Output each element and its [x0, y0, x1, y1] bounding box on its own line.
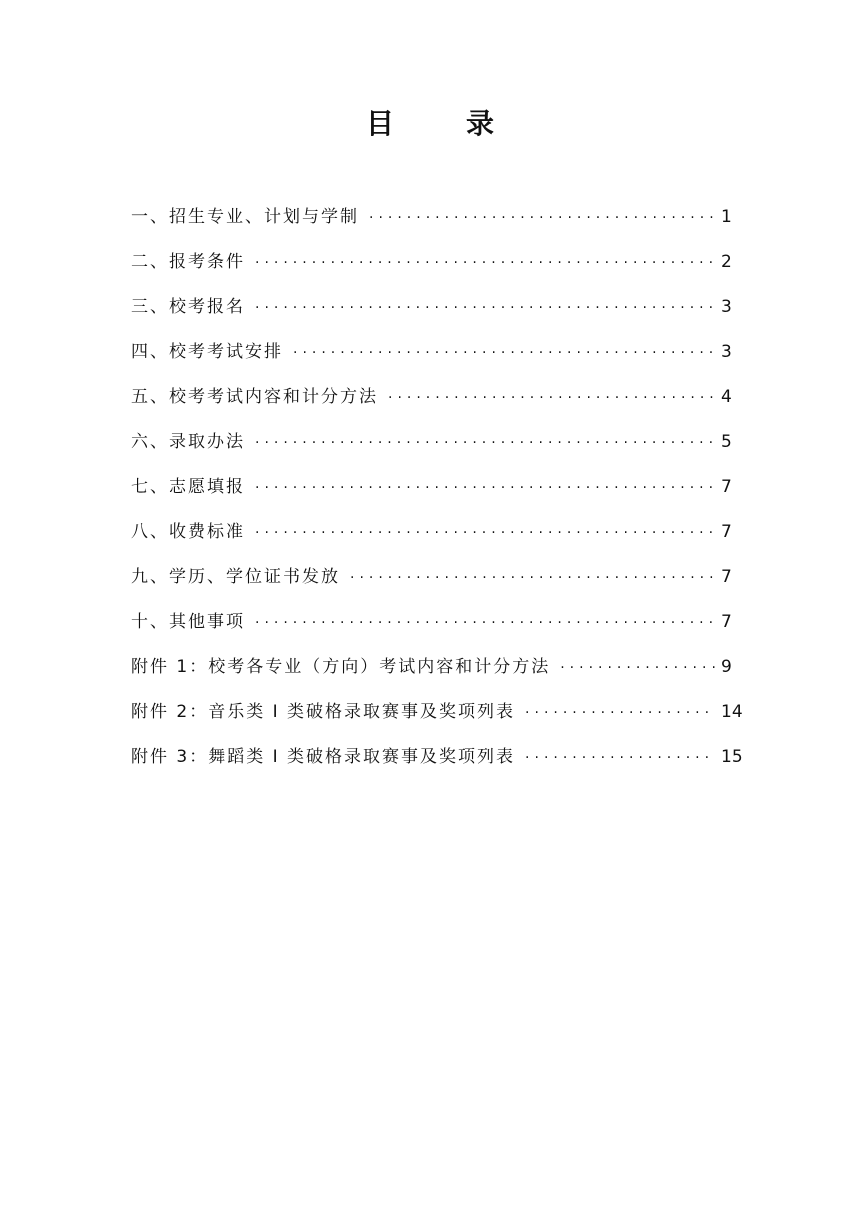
toc-entry-label: 二、报考条件 [131, 252, 245, 272]
toc-entry-label: 十、其他事项 [131, 612, 245, 632]
toc-leader-dots [255, 426, 715, 460]
toc-entry-label: 附件 1：校考各专业（方向）考试内容和计分方法 [131, 657, 551, 677]
toc-leader-dots [255, 471, 715, 505]
toc-leader-dots [560, 651, 715, 685]
toc-leader-dots [255, 246, 715, 280]
toc-leader-dots [255, 606, 715, 640]
toc-entry-label: 七、志愿填报 [131, 477, 245, 497]
toc-leader-dots [255, 291, 715, 325]
toc-leader-dots [255, 516, 715, 550]
toc-entry-page: 14 [721, 702, 743, 722]
toc-entry-page: 2 [721, 252, 732, 272]
toc-entry-label: 八、收费标准 [131, 522, 245, 542]
toc-entry-label: 附件 3：舞蹈类 I 类破格录取赛事及奖项列表 [131, 747, 516, 767]
toc-entry-label: 三、校考报名 [131, 297, 245, 317]
toc-entry[interactable] [131, 380, 731, 425]
toc-entry-label: 六、录取办法 [131, 432, 245, 452]
toc-entry-page: 5 [721, 432, 732, 452]
toc-entry-page: 7 [721, 612, 732, 632]
toc-entry[interactable] [131, 560, 731, 605]
toc-entry-page: 7 [721, 567, 732, 587]
toc-entry[interactable] [131, 290, 731, 335]
toc-entry[interactable] [131, 650, 731, 695]
toc-leader-dots [388, 381, 715, 415]
toc-entry-page: 15 [721, 747, 743, 767]
toc-leader-dots [525, 696, 715, 730]
toc-entry[interactable] [131, 695, 743, 740]
toc-entry[interactable] [131, 470, 731, 515]
toc-entry[interactable] [131, 245, 731, 290]
toc-entry-page: 4 [721, 387, 732, 407]
toc-entry-page: 9 [721, 657, 732, 677]
toc-entry[interactable] [131, 425, 731, 470]
toc-entry-label: 四、校考考试安排 [131, 342, 283, 362]
table-of-contents [131, 200, 743, 785]
toc-entry-label: 九、学历、学位证书发放 [131, 567, 340, 587]
toc-leader-dots [369, 201, 715, 235]
toc-entry[interactable] [131, 335, 731, 380]
toc-entry[interactable] [131, 740, 743, 785]
page-title: 目 录 [365, 107, 516, 140]
toc-entry-label: 附件 2：音乐类 I 类破格录取赛事及奖项列表 [131, 702, 516, 722]
toc-entry[interactable] [131, 515, 731, 560]
toc-entry-label: 一、招生专业、计划与学制 [131, 207, 359, 227]
toc-leader-dots [525, 741, 715, 775]
toc-entry-label: 五、校考考试内容和计分方法 [131, 387, 378, 407]
toc-entry-page: 7 [721, 477, 732, 497]
toc-entry-page: 1 [721, 207, 732, 227]
toc-leader-dots [350, 561, 715, 595]
toc-entry-page: 3 [721, 342, 732, 362]
toc-entry-page: 7 [721, 522, 732, 542]
toc-entry[interactable] [131, 200, 731, 245]
toc-leader-dots [293, 336, 715, 370]
toc-entry-page: 3 [721, 297, 732, 317]
toc-entry[interactable] [131, 605, 731, 650]
